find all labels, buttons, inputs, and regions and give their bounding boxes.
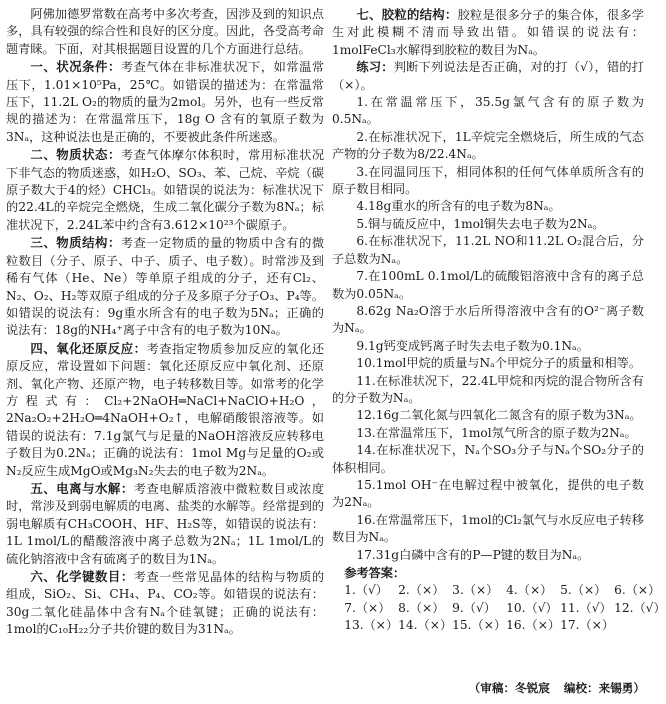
section-4 xyxy=(6,340,324,480)
exercise-item: 5.铜与硫反应中，1mol铜失去电子数为2Nₐ。 xyxy=(356,216,605,231)
answer-item: 14.（×） xyxy=(398,618,453,633)
answer-item: 7.（×） xyxy=(344,600,391,615)
answer-item: 11.（√） xyxy=(560,600,612,615)
answer-item: 13.（×） xyxy=(344,618,399,633)
answer-item: 2.（×） xyxy=(398,583,445,598)
editor-credit: 编校：来锡勇） xyxy=(563,681,645,695)
answer-item: 16.（×） xyxy=(506,618,561,633)
section-body: 考查气体在非标准状况下，如常温常压下，1.01×10⁵Pa，25℃。如错误的描述为：在常温常压下，11.2L O₂的物质的量为2mol。另外，也有一些反常规的描述为：在常温常压下，18g O 含有的氧原子数为3Nₐ，这种说法也是正确的，不要被此条件所迷惑。 xyxy=(6,60,325,144)
section-3 xyxy=(6,234,324,339)
exercise-item: 1.在常温常压下，35.5g氯气含有的原子数为0.5Nₐ。 xyxy=(332,95,644,127)
editor-credits xyxy=(400,680,645,697)
section-body: 胶粒是很多分子的集合体，很多学生对此模糊不清而导致出错。如错误的说法有：1molFeCl₃水解得到胶粒的数目为Nₐ。 xyxy=(332,8,644,57)
exercise-list xyxy=(332,94,644,564)
answer-item: 8.（×） xyxy=(398,600,445,615)
section-body: 考查指定物质参加反应的氧化还原反应，常设置如下问题：氧化还原反应中氧化剂、还原剂、氧化产物、还原产物，电子转移数目等。如常考的化学方程式有：Cl₂+2NaOH═NaCl+NaClO+H₂O，2Na₂O₂+2H₂O═4NaOH+O₂↑，电解硝酸银溶液等。如错误的说法有：7.1g氯气与足量的NaOH溶液反应转移电子数目为0.2Nₐ；正确的说法有：1mol Mg与足量的O₂或N₂反应生成MgO或Mg₃N₂失去的电子数为2Nₐ。 xyxy=(6,341,325,478)
exercise-item: 14.在标准状况下，Nₐ个SO₃分子与Nₐ个SO₂分子的体积相同。 xyxy=(332,443,644,475)
left-column xyxy=(6,6,324,639)
exercise-item: 11.在标准状况下，22.4L甲烷和丙烷的混合物所含有的分子数为Nₐ。 xyxy=(332,373,644,405)
answers-heading: 参考答案： xyxy=(344,566,406,580)
right-column xyxy=(332,6,666,635)
answer-item: 1.（√） xyxy=(344,583,388,598)
section-heading: 三、物质结构： xyxy=(30,235,121,251)
answer-item: 12.（√） xyxy=(614,600,666,615)
section-6 xyxy=(6,568,324,639)
section-body: 考查一定物质的量的物质中含有的微粒数目（分子、原子、中子、质子、电子数）。时常涉及到稀有气体（He、Ne）等单原子组成的分子，还有Cl₂、N₂、O₂、H₂等双原子组成的分子及多原子分子O₃、P₄等。如错误的说法有：9g重水所含有的电子数为5Nₐ；正确的说法有：18g的NH₄⁺离子中含有的电子数为10Nₐ。 xyxy=(6,236,325,338)
exercise-heading: 练习： xyxy=(356,60,394,75)
section-1 xyxy=(6,58,324,146)
exercise-item: 10.1mol甲烷的质量与Nₐ个甲烷分子的质量和相等。 xyxy=(356,356,642,371)
exercise-intro xyxy=(332,59,644,94)
section-heading: 四、氧化还原反应： xyxy=(30,340,147,356)
section-7 xyxy=(332,6,644,59)
section-body: 考查一些常见晶体的结构与物质的组成，SiO₂、Si、CH₄、P₄、CO₂等。如错误的说法有：30g二氧化硅晶体中含有Nₐ个硅氧键；正确的说法有：1mol的C₁₀H₂₂分子共价键的数目为31Nₐ。 xyxy=(6,570,325,637)
exercise-item: 17.31g白磷中含有的P—P键的数目为Nₐ。 xyxy=(356,547,590,562)
exercise-item: 15.1mol OH⁻在电解过程中被氧化，提供的电子数为2Nₐ。 xyxy=(332,477,644,510)
section-body: 考查电解质溶液中微粒数目或浓度时，常涉及到弱电解质的电离、盐类的水解等。经常提到的弱电解质有CH₃COOH、HF、H₂S等，如错误的说法有：1L 1mol/L的醋酸溶液中离子总数为2Nₐ；1L 1mol/L的硫化钠溶液中含有硫离子的数目为1Nₐ。 xyxy=(6,481,325,566)
exercise-item: 3.在同温同压下，相同体积的任何气体单质所含有的原子数目相同。 xyxy=(332,164,644,197)
exercise-item: 6.在标准状况下，11.2L NO和11.2L O₂混合后，分子总数为Nₐ。 xyxy=(332,234,644,266)
exercise-item: 16.在常温常压下，1mol的Cl₂氯气与水反应电子转移数目为Nₐ。 xyxy=(332,512,644,545)
section-heading: 一、状况条件： xyxy=(30,59,121,75)
exercise-instructions: 判断下列说法是否正确，对的打（√），错的打（×）。 xyxy=(332,60,644,92)
reviewer-credit: （审稿：冬锐宸 xyxy=(468,681,550,695)
answers-grid xyxy=(332,582,666,634)
exercise-item: 12.16g二氧化氮与四氧化二氮含有的原子数为3Nₐ。 xyxy=(356,408,642,423)
section-5 xyxy=(6,480,324,568)
exercise-item: 13.在常温常压下，1mol氖气所含的原子数为2Nₐ。 xyxy=(356,425,637,440)
answer-item: 9.（√） xyxy=(452,600,496,615)
exercise-item: 9.1g钙变成钙离子时失去电子数为0.1Nₐ。 xyxy=(356,338,589,353)
answer-item: 5.（×） xyxy=(560,583,607,598)
answer-item: 17.（×） xyxy=(560,618,615,633)
exercise-item: 7.在100mL 0.1mol/L的硫酸铝溶液中含有的离子总数为0.05Nₐ。 xyxy=(332,269,644,301)
exercise-item: 8.62g Na₂O溶于水后所得溶液中含有的O²⁻离子数为Nₐ。 xyxy=(332,303,644,336)
section-heading: 六、化学键数目： xyxy=(30,569,134,584)
answer-item: 6.（×） xyxy=(614,583,661,598)
exercise-item: 2.在标准状况下，1L辛烷完全燃烧后，所生成的气态产物的分子数为8/22.4Nₐ。 xyxy=(332,129,644,162)
section-heading: 七、胶粒的结构： xyxy=(356,7,458,22)
answer-item: 3.（×） xyxy=(452,583,499,598)
section-heading: 二、物质状态： xyxy=(30,147,121,163)
exercise-item: 4.18g重水的所含有的电子数为8Nₐ。 xyxy=(356,199,561,214)
section-2 xyxy=(6,146,324,234)
answer-item: 10.（√） xyxy=(506,600,558,615)
answer-item: 4.（×） xyxy=(506,583,553,598)
section-body: 考查气体摩尔体积时，常用标准状况下非气态的物质迷惑，如H₂O、SO₃、苯、己烷、辛烷（碳原子数大于4的烃）CHCl₃。如错误的说法为：标准状况下的22.4L的辛烷完全燃烧，生成二氧化碳分子数为8Nₐ；标准状况下，2.24L苯中约含有3.612×10²³个碳原子。 xyxy=(6,148,325,232)
section-heading: 五、电离与水解： xyxy=(30,480,134,496)
intro-paragraph: 阿佛加德罗常数在高考中多次考查，因涉及到的知识点多，具有较强的综合性和良好的区分度。因此，各受高考命题青睐。下面，对其根据题目设置的几个方面进行总结。 xyxy=(6,7,324,56)
answer-item: 15.（×） xyxy=(452,618,507,633)
